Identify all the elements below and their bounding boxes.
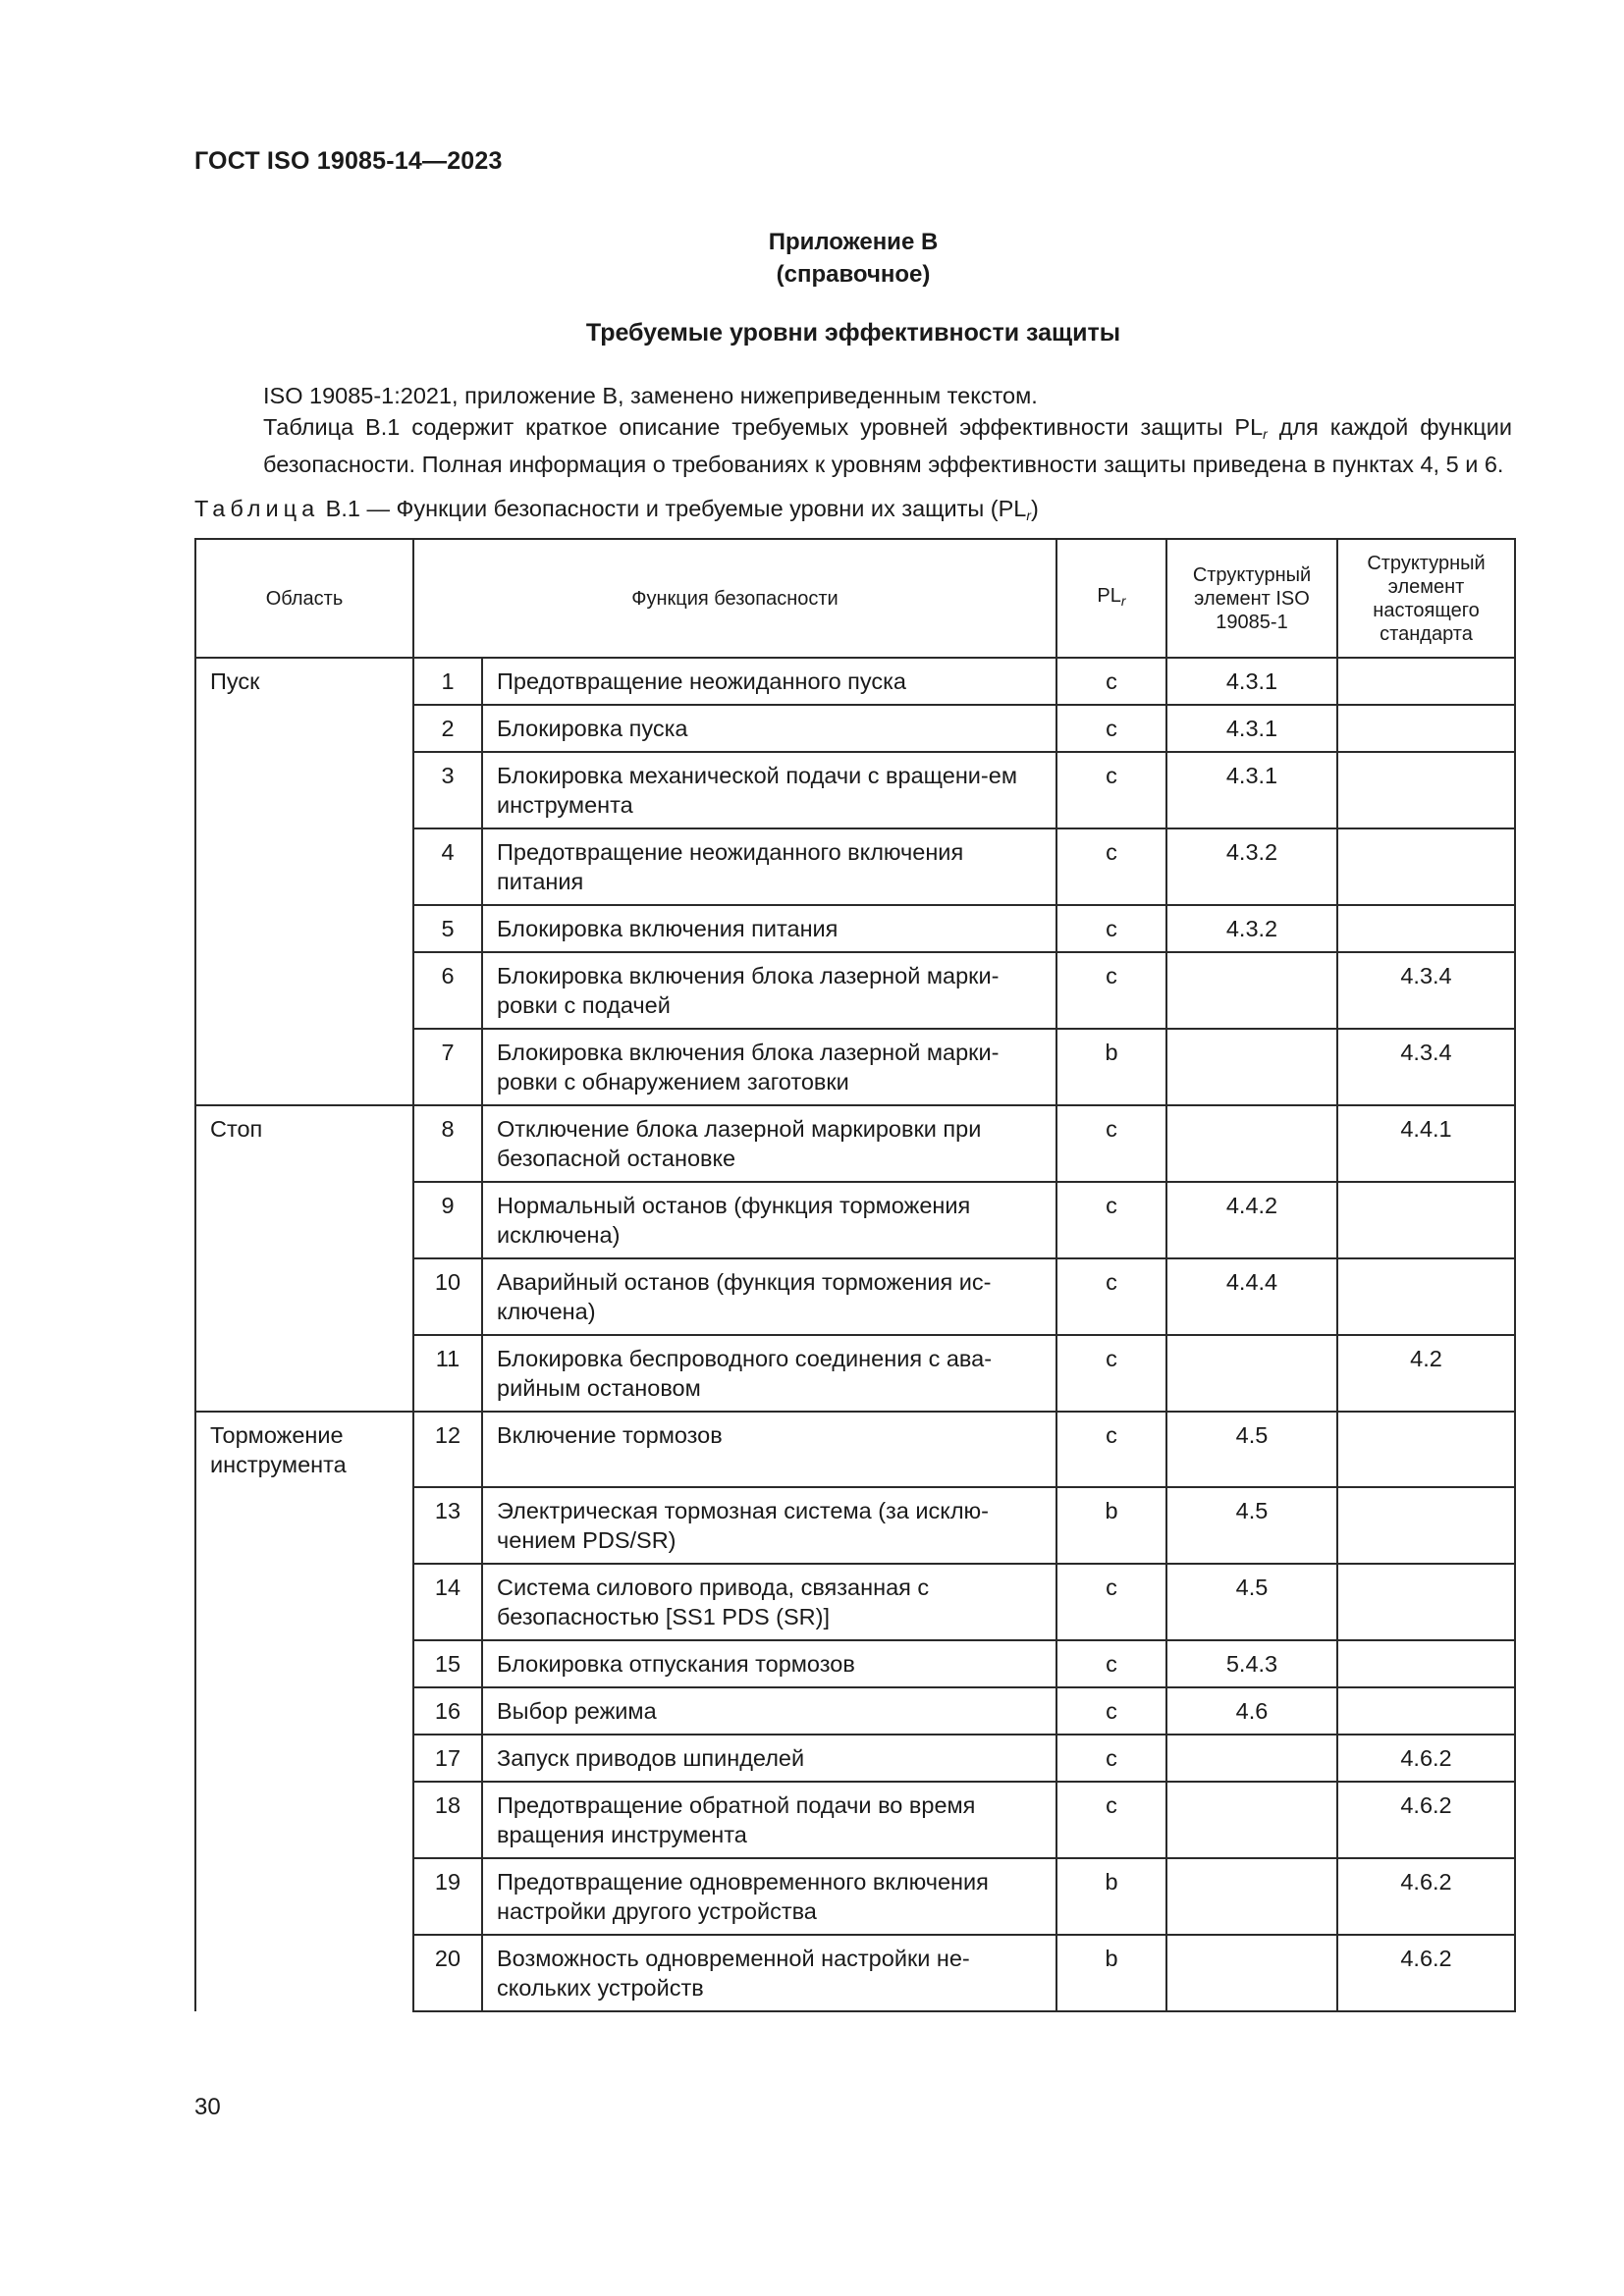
table-row <box>195 1858 1515 1935</box>
cell-function: Запуск приводов шпинделей <box>482 1735 1056 1782</box>
table-caption <box>194 496 1039 523</box>
header-pl-sub: r <box>1120 593 1126 609</box>
cell-area <box>195 1735 413 1782</box>
cell-number: 7 <box>413 1029 482 1105</box>
cell-pl: c <box>1056 1412 1166 1487</box>
cell-pl: c <box>1056 905 1166 952</box>
table-row <box>195 952 1515 1029</box>
cell-number: 20 <box>413 1935 482 2011</box>
cell-iso-element <box>1166 1735 1337 1782</box>
cell-std-element <box>1337 905 1515 952</box>
table-row <box>195 1105 1515 1182</box>
cell-function: Предотвращение неожиданного включения питания <box>482 828 1056 905</box>
cell-pl: c <box>1056 1564 1166 1640</box>
cell-number: 13 <box>413 1487 482 1564</box>
cell-area <box>195 1029 413 1105</box>
cell-area: Торможение инструмента <box>195 1412 413 1487</box>
cell-function: Аварийный останов (функция торможения ис-ключена) <box>482 1258 1056 1335</box>
cell-pl: b <box>1056 1935 1166 2011</box>
cell-pl: c <box>1056 1735 1166 1782</box>
cell-number: 4 <box>413 828 482 905</box>
table-row <box>195 658 1515 705</box>
cell-function: Предотвращение обратной подачи во время вращения инструмента <box>482 1782 1056 1858</box>
cell-pl: c <box>1056 1335 1166 1412</box>
header-iso-element: Структурный элемент ISO 19085-1 <box>1166 539 1337 658</box>
cell-number: 10 <box>413 1258 482 1335</box>
cell-area <box>195 1935 413 2011</box>
cell-iso-element: 4.4.4 <box>1166 1258 1337 1335</box>
cell-std-element <box>1337 658 1515 705</box>
cell-function: Блокировка пуска <box>482 705 1056 752</box>
cell-std-element: 4.4.1 <box>1337 1105 1515 1182</box>
cell-area <box>195 905 413 952</box>
cell-number: 8 <box>413 1105 482 1182</box>
cell-function: Электрическая тормозная система (за исклю-чением PDS/SR) <box>482 1487 1056 1564</box>
cell-iso-element: 4.3.2 <box>1166 828 1337 905</box>
cell-iso-element <box>1166 1858 1337 1935</box>
cell-area <box>195 1335 413 1412</box>
cell-iso-element: 5.4.3 <box>1166 1640 1337 1687</box>
annex-block <box>194 226 1512 291</box>
cell-std-element <box>1337 1258 1515 1335</box>
cell-iso-element: 4.3.1 <box>1166 705 1337 752</box>
cell-area <box>195 1564 413 1640</box>
cell-pl: c <box>1056 658 1166 705</box>
cell-number: 9 <box>413 1182 482 1258</box>
cell-function: Блокировка отпускания тормозов <box>482 1640 1056 1687</box>
cell-iso-element: 4.3.1 <box>1166 658 1337 705</box>
cell-area <box>195 1640 413 1687</box>
cell-std-element: 4.6.2 <box>1337 1782 1515 1858</box>
cell-area <box>195 1487 413 1564</box>
cell-pl: c <box>1056 828 1166 905</box>
cell-iso-element <box>1166 1105 1337 1182</box>
cell-area: Стоп <box>195 1105 413 1182</box>
cell-number: 15 <box>413 1640 482 1687</box>
intro-line-2-sub: r <box>1263 426 1268 442</box>
table-caption-text: В.1 — Функции безопасности и требуемые уровни их защиты (PL <box>319 496 1027 521</box>
table-row <box>195 1335 1515 1412</box>
intro-line-2 <box>194 412 1512 480</box>
cell-number: 17 <box>413 1735 482 1782</box>
intro-line-2-b: для каждой функции безопасности. Полная информация о требованиях к уровням эффективности защиты приведена в пунктах 4, 5 и 6. <box>263 414 1512 477</box>
table-row <box>195 752 1515 828</box>
cell-std-element <box>1337 1412 1515 1487</box>
table-body <box>195 658 1515 2011</box>
cell-number: 14 <box>413 1564 482 1640</box>
cell-std-element: 4.6.2 <box>1337 1858 1515 1935</box>
cell-std-element <box>1337 828 1515 905</box>
cell-function: Предотвращение одновременного включения настройки другого устройства <box>482 1858 1056 1935</box>
cell-std-element: 4.6.2 <box>1337 1935 1515 2011</box>
cell-function: Блокировка беспроводного соединения с ава-рийным остановом <box>482 1335 1056 1412</box>
cell-iso-element <box>1166 1782 1337 1858</box>
header-pl-text: PL <box>1097 585 1121 607</box>
cell-number: 3 <box>413 752 482 828</box>
table-row <box>195 1687 1515 1735</box>
cell-pl: c <box>1056 1640 1166 1687</box>
cell-iso-element: 4.5 <box>1166 1412 1337 1487</box>
cell-std-element: 4.6.2 <box>1337 1735 1515 1782</box>
cell-area <box>195 1182 413 1258</box>
annex-heading: Требуемые уровни эффективности защиты <box>585 319 1121 347</box>
table-row <box>195 1412 1515 1487</box>
table-row <box>195 705 1515 752</box>
cell-number: 12 <box>413 1412 482 1487</box>
cell-iso-element: 4.3.1 <box>1166 752 1337 828</box>
cell-number: 6 <box>413 952 482 1029</box>
cell-iso-element: 4.5 <box>1166 1487 1337 1564</box>
cell-std-element: 4.3.4 <box>1337 952 1515 1029</box>
cell-std-element <box>1337 1487 1515 1564</box>
cell-area <box>195 1258 413 1335</box>
cell-iso-element: 4.3.2 <box>1166 905 1337 952</box>
cell-std-element <box>1337 1564 1515 1640</box>
cell-pl: c <box>1056 1182 1166 1258</box>
cell-area <box>195 1687 413 1735</box>
cell-area <box>195 952 413 1029</box>
annex-subtitle: (справочное) <box>776 261 931 288</box>
cell-function: Отключение блока лазерной маркировки при безопасной остановке <box>482 1105 1056 1182</box>
cell-std-element <box>1337 1640 1515 1687</box>
table-caption-label: Таблица <box>194 496 320 521</box>
cell-function: Нормальный останов (функция торможения исключена) <box>482 1182 1056 1258</box>
table-row <box>195 1487 1515 1564</box>
cell-pl: c <box>1056 1782 1166 1858</box>
cell-number: 16 <box>413 1687 482 1735</box>
table-row <box>195 1640 1515 1687</box>
cell-pl: b <box>1056 1487 1166 1564</box>
cell-function: Блокировка включения блока лазерной марки-ровки с подачей <box>482 952 1056 1029</box>
annex-title: Приложение В <box>768 229 939 255</box>
cell-iso-element: 4.5 <box>1166 1564 1337 1640</box>
cell-function: Блокировка включения питания <box>482 905 1056 952</box>
cell-function: Блокировка включения блока лазерной марки-ровки с обнаружением заготовки <box>482 1029 1056 1105</box>
cell-area <box>195 1858 413 1935</box>
table-row <box>195 828 1515 905</box>
page-number: 30 <box>194 2094 221 2120</box>
cell-pl: c <box>1056 1258 1166 1335</box>
table-row <box>195 1258 1515 1335</box>
cell-function: Выбор режима <box>482 1687 1056 1735</box>
header-std-element: Структурный элемент настоящего стандарта <box>1337 539 1515 658</box>
table-header-row <box>195 539 1515 658</box>
table-caption-sub: r <box>1026 507 1032 523</box>
cell-std-element <box>1337 1687 1515 1735</box>
cell-pl: c <box>1056 752 1166 828</box>
cell-std-element: 4.2 <box>1337 1335 1515 1412</box>
table-row <box>195 1564 1515 1640</box>
cell-pl: b <box>1056 1858 1166 1935</box>
cell-area <box>195 705 413 752</box>
cell-number: 5 <box>413 905 482 952</box>
cell-number: 18 <box>413 1782 482 1858</box>
cell-std-element <box>1337 1182 1515 1258</box>
cell-number: 1 <box>413 658 482 705</box>
cell-iso-element <box>1166 1935 1337 2011</box>
safety-functions-table <box>194 538 1516 2012</box>
header-pl <box>1056 539 1166 658</box>
header-area: Область <box>195 539 413 658</box>
cell-area <box>195 828 413 905</box>
table-row <box>195 1935 1515 2011</box>
cell-pl: c <box>1056 1687 1166 1735</box>
table-caption-end: ) <box>1031 496 1039 521</box>
table-row <box>195 905 1515 952</box>
cell-number: 19 <box>413 1858 482 1935</box>
cell-std-element <box>1337 752 1515 828</box>
cell-std-element <box>1337 705 1515 752</box>
cell-pl: b <box>1056 1029 1166 1105</box>
cell-number: 11 <box>413 1335 482 1412</box>
cell-pl: c <box>1056 705 1166 752</box>
table-row <box>195 1029 1515 1105</box>
intro-line-1: ISO 19085-1:2021, приложение В, заменено нижеприведенным текстом. <box>263 383 1038 408</box>
cell-pl: c <box>1056 952 1166 1029</box>
intro-paragraph-1 <box>194 381 1512 411</box>
document-id: ГОСТ ISO 19085-14—2023 <box>194 147 503 175</box>
cell-iso-element <box>1166 1029 1337 1105</box>
table-row <box>195 1782 1515 1858</box>
cell-function: Блокировка механической подачи с вращени-ем инструмента <box>482 752 1056 828</box>
cell-area <box>195 752 413 828</box>
cell-function: Включение тормозов <box>482 1412 1056 1487</box>
cell-iso-element <box>1166 952 1337 1029</box>
cell-function: Система силового привода, связанная с безопасностью [SS1 PDS (SR)] <box>482 1564 1056 1640</box>
intro-paragraph-2 <box>194 412 1512 480</box>
cell-area <box>195 1782 413 1858</box>
cell-iso-element <box>1166 1335 1337 1412</box>
intro-line-2-a: Таблица В.1 содержит краткое описание требуемых уровней эффективности защиты PL <box>263 414 1264 440</box>
cell-function: Предотвращение неожиданного пуска <box>482 658 1056 705</box>
cell-iso-element: 4.4.2 <box>1166 1182 1337 1258</box>
table-row <box>195 1182 1515 1258</box>
table-row <box>195 1735 1515 1782</box>
cell-area: Пуск <box>195 658 413 705</box>
cell-std-element: 4.3.4 <box>1337 1029 1515 1105</box>
cell-function: Возможность одновременной настройки не-скольких устройств <box>482 1935 1056 2011</box>
cell-number: 2 <box>413 705 482 752</box>
cell-pl: c <box>1056 1105 1166 1182</box>
cell-iso-element: 4.6 <box>1166 1687 1337 1735</box>
header-function: Функция безопасности <box>413 539 1056 658</box>
